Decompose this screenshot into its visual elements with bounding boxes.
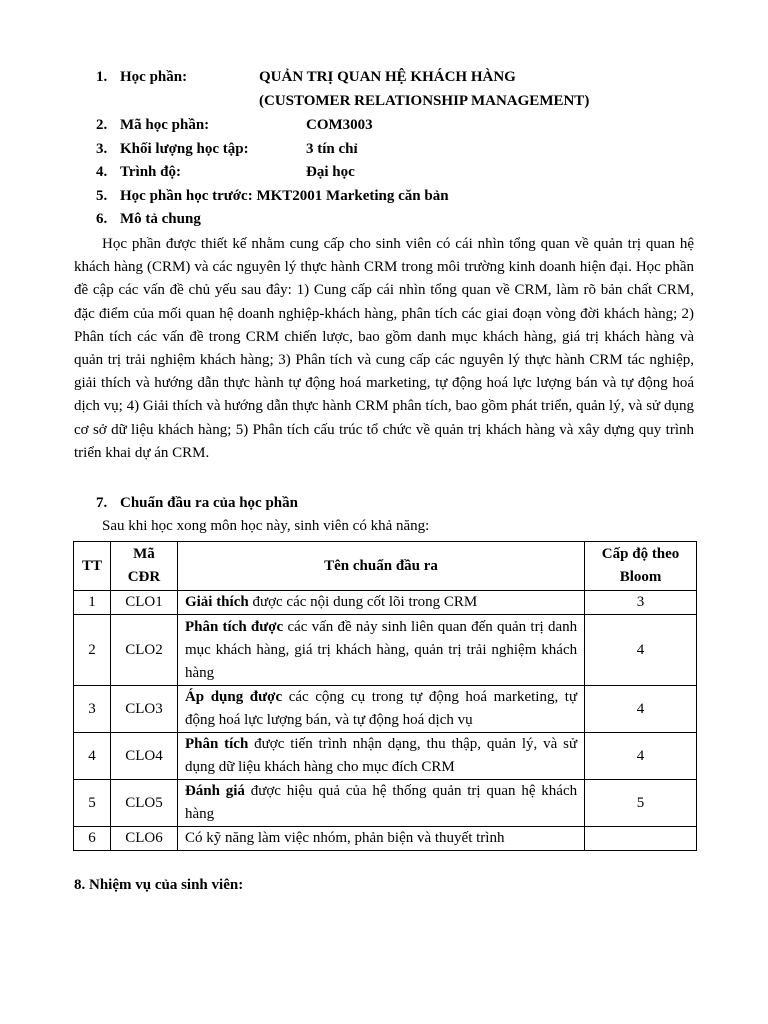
header-bloom-level: Cấp độ theo Bloom xyxy=(585,542,697,591)
outcome-verb: Phân tích xyxy=(184,736,249,752)
section-7-heading xyxy=(0,492,768,515)
credits-line xyxy=(0,138,768,161)
row-code: CLO2 xyxy=(110,615,177,686)
section-7-intro: Sau khi học xong môn học này, sinh viên có khả năng: xyxy=(102,518,430,534)
row-outcome xyxy=(177,780,584,827)
item-number: 3. xyxy=(96,141,108,157)
row-tt: 2 xyxy=(74,615,111,686)
outcome-text: được tiến trình nhận dạng, thu thập, quản lý, và sử dụng dữ liệu khách hàng cho mục đích CRM xyxy=(184,736,578,775)
row-tt: 1 xyxy=(74,591,111,615)
level-value: Đại học xyxy=(306,164,355,180)
outcome-text: được hiệu quả của hệ thống quản trị quan hệ khách hàng xyxy=(184,783,578,822)
table-row xyxy=(74,615,697,686)
row-outcome xyxy=(177,827,584,851)
row-tt: 3 xyxy=(74,686,111,733)
course-code-line xyxy=(0,114,768,137)
course-code-label: Mã học phần: xyxy=(120,117,210,133)
level-label: Trình độ: xyxy=(120,164,181,180)
outcome-verb: Giải thích xyxy=(184,594,249,610)
item-number: 6. xyxy=(96,211,108,227)
course-english-name-line xyxy=(0,90,768,113)
course-description: Học phần được thiết kế nhằm cung cấp cho sinh viên có cái nhìn tổng quan về quản trị quan hệ khách hàng (CRM) và các nguyên lý thực hành CRM trong môi trường kinh doanh hiện đại. Học phần đề cập các vấn đề chủ yếu sau đây: 1) Cung cấp cái nhìn tổng quan về CRM, làm rõ bản chất CRM, đặc điểm của mối quan hệ doanh nghiệp-khách hàng, phân tích các giai đoạn vòng đời khách hàng; 2) Phân tích các vấn đề trong CRM chiến lược, bao gồm danh mục khách hàng, giá trị khách hàng và quản trị trải nghiệm khách hàng; 3) Phân tích và cung cấp các nguyên lý thực hành CRM tác nghiệp, giải thích và hướng dẫn thực hành tự động hoá marketing, tự động hoá lực lượng bán và tự động hoá dịch vụ; 4) Giải thích và hướng dẫn thực hành CRM phân tích, bao gồm phát triển, quản lý, và sử dụng cơ sở dữ liệu khách hàng; 5) Phân tích cấu trúc tổ chức về quản trị khách hàng và xây dựng quy trình triển khai dự án CRM. xyxy=(74,236,694,461)
credits-label: Khối lượng học tập: xyxy=(120,141,249,157)
outcome-text: Có kỹ năng làm việc nhóm, phản biện và thuyết trình xyxy=(184,830,505,846)
row-outcome xyxy=(177,733,584,780)
course-code-value: COM3003 xyxy=(306,117,373,133)
row-bloom: 4 xyxy=(585,686,697,733)
section-8-heading: 8. Nhiệm vụ của sinh viên: xyxy=(74,877,244,893)
table-row xyxy=(74,591,697,615)
row-bloom: 4 xyxy=(585,615,697,686)
table-row xyxy=(74,733,697,780)
row-outcome xyxy=(177,591,584,615)
outcome-text: các vấn đề nảy sinh liên quan đến quản trị danh mục khách hàng, giá trị khách hàng, quản trị trải nghiệm khách hàng xyxy=(184,618,578,681)
header-code: Mã CĐR xyxy=(110,542,177,591)
outcome-text: được các nội dung cốt lõi trong CRM xyxy=(248,594,478,610)
header-tt: TT xyxy=(74,542,111,591)
row-bloom: 4 xyxy=(585,733,697,780)
course-name-value: QUẢN TRỊ QUAN HỆ KHÁCH HÀNG xyxy=(259,69,516,85)
outcome-verb: Phân tích được xyxy=(184,618,284,635)
course-name-line xyxy=(0,66,768,89)
learning-outcomes-table xyxy=(73,541,697,851)
item-number: 7. xyxy=(96,495,108,511)
prerequisite-label: Học phần học trước: MKT2001 Marketing căn bản xyxy=(120,188,449,204)
row-code: CLO3 xyxy=(110,686,177,733)
section-7-title: Chuẩn đầu ra của học phần xyxy=(120,495,298,511)
description-heading: Mô tả chung xyxy=(120,211,201,227)
row-code: CLO1 xyxy=(110,591,177,615)
table-header-row xyxy=(74,542,697,591)
row-tt: 5 xyxy=(74,780,111,827)
row-bloom: 5 xyxy=(585,780,697,827)
table-row xyxy=(74,827,697,851)
outcome-text: các cộng cụ trong tự động hoá marketing, tự động hoá lực lượng bán, và tự động hoá dịch vụ xyxy=(184,689,578,728)
item-number: 4. xyxy=(96,164,108,180)
item-number: 5. xyxy=(96,188,108,204)
description-heading-line xyxy=(0,208,768,231)
row-outcome xyxy=(177,615,584,686)
level-line xyxy=(0,161,768,184)
row-code: CLO5 xyxy=(110,780,177,827)
item-number: 1. xyxy=(96,69,108,85)
row-tt: 4 xyxy=(74,733,111,780)
row-outcome xyxy=(177,686,584,733)
row-code: CLO6 xyxy=(110,827,177,851)
row-tt: 6 xyxy=(74,827,111,851)
row-bloom: 3 xyxy=(585,591,697,615)
row-code: CLO4 xyxy=(110,733,177,780)
outcome-verb: Áp dụng được xyxy=(184,689,283,705)
row-bloom xyxy=(585,827,697,851)
item-number: 2. xyxy=(96,117,108,133)
course-english-name: (CUSTOMER RELATIONSHIP MANAGEMENT) xyxy=(259,93,590,109)
header-outcome-name: Tên chuẩn đầu ra xyxy=(177,542,584,591)
table-row xyxy=(74,780,697,827)
course-name-label: Học phần: xyxy=(120,69,188,85)
table-row xyxy=(74,686,697,733)
outcome-verb: Đánh giá xyxy=(184,783,245,799)
credits-value: 3 tín chỉ xyxy=(306,141,358,157)
prerequisite-line xyxy=(0,185,768,208)
